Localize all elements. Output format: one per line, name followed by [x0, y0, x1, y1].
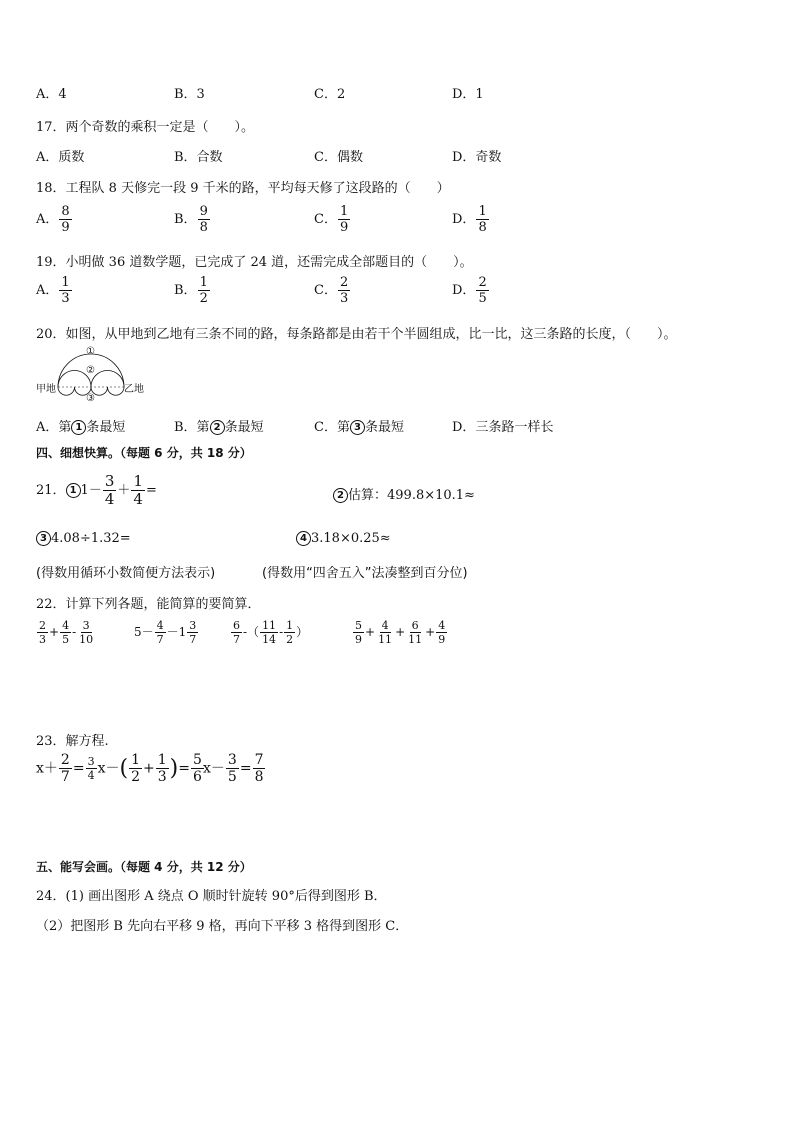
q17-option-b: B．合数 — [174, 150, 223, 165]
q19-question: 19．小明做 36 道数学题，已完成了 24 道，还需完成全部题目的（ ）。 — [36, 255, 473, 270]
q21-part-2: 2 估算：499.8×10.1≈ — [333, 484, 475, 503]
q16-option-b: B．3 — [174, 87, 205, 102]
q16-option-a: A．4 — [36, 87, 67, 102]
q16-option-c: C．2 — [314, 87, 346, 102]
figure-label-3: ③ — [86, 393, 95, 404]
q22-expression-4: $\frac{5}{9}$ + $\frac{4}{11}$ + $\frac{6}{11}$ + $\frac{4}{9}$ — [355, 619, 446, 646]
q18-option-d: D． $\frac{1}{8}$ — [452, 204, 487, 235]
q20-option-b: B．第 2 条最短 — [174, 420, 264, 435]
q22-question: 22．计算下列各题，能简算的要简算． — [36, 597, 261, 612]
q21-part-4: 4 3.18×0.25≈ — [296, 531, 391, 546]
q22-expression-1: $\frac{2}{3}$ + $\frac{4}{5}$ - $\frac{3}{10}$ — [39, 619, 94, 646]
q17-option-d: D．奇数 — [452, 150, 502, 165]
q21-part-3: 3 4.08÷1.32= — [36, 531, 131, 546]
q19-option-a: A． $\frac{1}{3}$ — [36, 275, 70, 306]
q19-option-b: B． $\frac{1}{2}$ — [174, 275, 208, 306]
q21-note-2: (得数用“四舍五入”法凑整到百分位) — [262, 566, 468, 581]
q20-option-a: A．第 1 条最短 — [36, 420, 126, 435]
q20-question: 20．如图，从甲地到乙地有三条不同的路，每条路都是由若干个半圆组成，比一比，这三条路的长度，（ ）。 — [36, 327, 677, 342]
figure-end-label: 乙地 — [124, 384, 144, 395]
q21-note-1: (得数用循环小数简便方法表示) — [36, 566, 216, 581]
q21-part-1: 21． 1 1－ $\frac{3}{4}$ ＋ $\frac{1}{4}$ = — [36, 472, 157, 508]
q22-expression-3: $\frac{6}{7}$ -（ $\frac{11}{14}$ - $\frac{1}{2}$ ） — [233, 619, 309, 646]
q18-option-b: B． $\frac{9}{8}$ — [174, 204, 208, 235]
q18-option-a: A． $\frac{8}{9}$ — [36, 204, 70, 235]
figure-start-label: 甲地 — [36, 384, 56, 395]
figure-label-1: ① — [86, 346, 95, 357]
q16-option-d: D．1 — [452, 87, 484, 102]
q20-option-d: D．三条路一样长 — [452, 420, 554, 435]
q24-part-2: （2）把图形 B 先向右平移 9 格，再向下平移 3 格得到图形 C． — [36, 919, 409, 934]
q19-option-d: D． $\frac{2}{5}$ — [452, 275, 487, 306]
q23-question: 23．解方程. — [36, 734, 109, 749]
q24-part-1: 24．(1) 画出图形 A 绕点 O 顺时针旋转 90°后得到图形 B． — [36, 889, 387, 904]
q23-equation-2: x－ $\frac{3}{5}$ = $\frac{7}{8}$ — [203, 752, 264, 785]
section-4-heading: 四、细想快算。（每题 6 分，共 18 分） — [36, 446, 252, 460]
q17-question: 17．两个奇数的乘积一定是（ ）。 — [36, 120, 255, 135]
q19-option-c: C． $\frac{2}{3}$ — [314, 275, 349, 306]
q17-option-a: A．质数 — [36, 150, 85, 165]
q20-semicircle-figure — [36, 343, 146, 405]
figure-label-2: ② — [86, 365, 95, 376]
q23-equation-1: x＋ $\frac{2}{7}$ = $\frac{3}{4}$ x－( $\frac{1}{2}$ + $\frac{1}{3}$ )= $\frac{5}{6}$ — [36, 752, 202, 785]
section-5-heading: 五、能写会画。（每题 4 分，共 12 分） — [36, 860, 252, 874]
q18-option-c: C． $\frac{1}{9}$ — [314, 204, 349, 235]
q20-option-c: C．第 3 条最短 — [314, 420, 404, 435]
q18-question: 18．工程队 8 天修完一段 9 千米的路，平均每天修了这段路的（ ） — [36, 181, 450, 196]
q22-expression-2: 5－ $\frac{4}{7}$ －1 $\frac{3}{7}$ — [134, 619, 197, 646]
q17-option-c: C．偶数 — [314, 150, 363, 165]
